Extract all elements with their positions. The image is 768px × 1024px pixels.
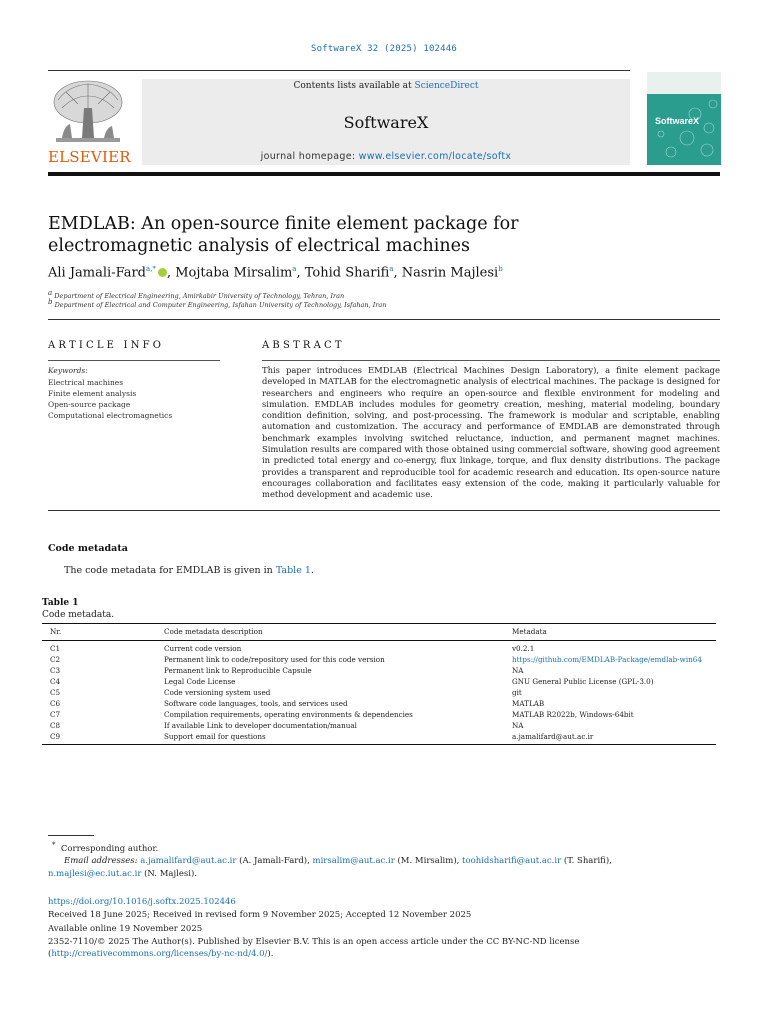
table-row xyxy=(0,721,768,732)
keyword: Computational electromagnetics xyxy=(48,411,173,420)
paper-title: EMDLAB: An open-source finite element package for electromagnetic analysis of electrical machines xyxy=(48,214,519,256)
table-cell-nr: C3 xyxy=(50,666,61,675)
doi-link[interactable]: https://doi.org/10.1016/j.softx.2025.102446 xyxy=(48,897,236,907)
table-cell-nr: C5 xyxy=(50,688,61,697)
table-row xyxy=(0,644,768,655)
footnote xyxy=(48,839,720,880)
license-end: ). xyxy=(267,949,274,959)
table-cell-nr: C4 xyxy=(50,677,61,686)
abstract-heading: ABSTRACT xyxy=(262,340,345,351)
journal-header-box xyxy=(142,79,630,165)
affiliation-mark: b xyxy=(48,298,53,306)
homepage-link[interactable]: www.elsevier.com/locate/softx xyxy=(358,151,512,162)
author-name[interactable]: Nasrin Majlesi xyxy=(401,265,499,281)
cover-title: SoftwareX xyxy=(655,116,700,126)
table-cell-metadata: git xyxy=(512,688,522,697)
keywords-label: Keywords: xyxy=(48,366,88,375)
table-cell-metadata: NA xyxy=(512,666,524,675)
email-owner: (N. Majlesi). xyxy=(141,868,197,879)
author-affiliation-mark[interactable]: a,* xyxy=(146,265,156,273)
email-owner: (T. Sharifi), xyxy=(561,856,612,867)
affiliation-b xyxy=(48,298,386,309)
journal-cover-thumbnail[interactable] xyxy=(647,72,721,165)
author-name[interactable]: Tohid Sharifi xyxy=(304,265,390,281)
table-label: Table 1 xyxy=(42,598,79,608)
keywords-list xyxy=(48,377,172,421)
table-header-metadata: Metadata xyxy=(512,627,547,636)
email-label: Email addresses: xyxy=(64,856,141,867)
author-list: Ali Jamali-Fard$^{a,*}$ , Mojtaba Mirsalim$^a$, Tohid Sharifi$^a$, Nasrin Majlesi$^b$ xyxy=(48,265,503,281)
email-owner: (M. Mirsalim), xyxy=(394,856,463,867)
table-cell-nr: C6 xyxy=(50,699,61,708)
contents-line xyxy=(142,81,630,91)
author-name[interactable]: Ali Jamali-Fard xyxy=(48,265,147,281)
journal-reference[interactable]: SoftwareX 32 (2025) 102446 xyxy=(310,44,458,54)
table-cell-description: Permanent link to code/repository used for this code version xyxy=(164,655,385,664)
abstract-text: This paper introduces EMDLAB (Electrical Machines Design Laboratory), a finite element package developed in MATLAB for the electromagnetic analysis of electrical machines. The package is designed for researchers and engineers who require an open-source and flexible environment for modeling and simulation. EMDLAB includes modules for geometry creation, meshing, material modeling, boundary condition definition, solving, and post-processing. The framework is modular and scriptable, enabling automation and customization. The accuracy and performance of EMDLAB are demonstrated through benchmark examples involving switched reluctance, induction, and permanent magnet machines. Simulation results are compared with those obtained using commercial software, showing good agreement in predicted total energy and co-energy, flux linkage, torque, and flux density distributions. The package provides a transparent and reproducible tool for academic research and education. Its open-source nature encourages collaboration and facilitates easy extension of the code, making it particularly valuable for method development and academic use. xyxy=(262,365,720,500)
table-row xyxy=(0,699,768,710)
article-info-heading: ARTICLE INFO xyxy=(48,340,165,351)
elsevier-tree-icon xyxy=(48,78,128,146)
table-row xyxy=(0,732,768,743)
table-header-nr: Nr. xyxy=(50,627,62,636)
table-cell-description: Software code languages, tools, and services used xyxy=(164,699,348,708)
table-cell-description: Legal Code License xyxy=(164,677,236,686)
table-cell-description: Support email for questions xyxy=(164,732,266,741)
article-info-rule xyxy=(48,360,220,361)
received-dates: Received 18 June 2025; Received in revised form 9 November 2025; Accepted 12 November 2025 xyxy=(48,910,472,920)
abstract-bottom-rule xyxy=(48,510,720,511)
table-cell-description: Permanent link to Reproducible Capsule xyxy=(164,666,312,675)
code-metadata-heading: Code metadata xyxy=(48,543,128,554)
table-cell-nr: C2 xyxy=(50,655,61,664)
keyword: Open-source package xyxy=(48,400,131,409)
journal-name: SoftwareX xyxy=(343,113,429,132)
table-row xyxy=(0,688,768,699)
cover-pattern-icon xyxy=(647,94,721,165)
elsevier-logo[interactable] xyxy=(48,78,131,166)
available-online: Available online 19 November 2025 xyxy=(48,924,203,934)
table-cell-metadata: GNU General Public License (GPL-3.0) xyxy=(512,677,654,686)
elsevier-wordmark: ELSEVIER xyxy=(48,148,131,166)
footnote-star: * xyxy=(52,841,56,849)
table-cell-metadata: v0.2.1 xyxy=(512,644,535,653)
affiliation-rule xyxy=(48,319,720,320)
corresponding-line xyxy=(48,839,720,855)
keyword: Finite element analysis xyxy=(48,389,137,398)
table-cell-metadata: MATLAB R2022b, Windows-64bit xyxy=(512,710,634,719)
sentence-text: The code metadata for EMDLAB is given in xyxy=(64,565,276,576)
author-affiliation-mark[interactable]: a xyxy=(292,265,297,273)
author-affiliation-mark[interactable]: b xyxy=(498,265,503,273)
table-row xyxy=(0,710,768,721)
table-row xyxy=(0,655,768,666)
table-cell-metadata: a.jamalifard@aut.ac.ir xyxy=(512,732,594,741)
table-cell-description: Compilation requirements, operating environments & dependencies xyxy=(164,710,413,719)
keyword: Electrical machines xyxy=(48,378,124,387)
table-row xyxy=(0,677,768,688)
table-cell-nr: C9 xyxy=(50,732,61,741)
affiliation-text: Department of Electrical Engineering, Amirkabir University of Technology, Tehran, Iran xyxy=(54,292,345,301)
table-cell-description: Current code version xyxy=(164,644,242,653)
table-cell-nr: C8 xyxy=(50,721,61,730)
table-cell-metadata: MATLAB xyxy=(512,699,545,708)
table-cell-metadata: NA xyxy=(512,721,524,730)
homepage-prefix: journal homepage: xyxy=(260,151,359,162)
table-cell-nr: C7 xyxy=(50,710,61,719)
table-cell-description: If available Link to developer documentation/manual xyxy=(164,721,357,730)
corresponding-text: Corresponding author. xyxy=(60,843,159,854)
code-metadata-sentence xyxy=(64,565,314,576)
table-header-description: Code metadata description xyxy=(164,627,263,636)
cover-header-band xyxy=(647,72,721,94)
email-line-2 xyxy=(48,868,720,881)
table-1-link[interactable]: Table 1 xyxy=(275,565,311,576)
email-link[interactable]: a.jamalifard@aut.ac.ir xyxy=(140,856,237,867)
affiliation-mark: a xyxy=(48,289,53,297)
author-name[interactable]: Mojtaba Mirsalim xyxy=(175,265,293,281)
table-row xyxy=(0,666,768,677)
table-body xyxy=(0,644,768,744)
email-link[interactable]: mirsalim@aut.ac.ir xyxy=(312,856,395,867)
license-text: 2352-7110/© 2025 The Author(s). Published by Elsevier B.V. This is an open access article under the CC BY-NC-ND license ( xyxy=(48,937,580,959)
affiliation-text: Department of Electrical and Computer Engineering, Isfahan University of Technology, Isfahan, Iran xyxy=(54,301,387,310)
email-link[interactable]: toohidsharifi@aut.ac.ir xyxy=(462,856,562,867)
table-bottom-rule xyxy=(42,744,716,745)
table-cell-description: Code versioning system used xyxy=(164,688,271,697)
email-line xyxy=(48,855,720,868)
table-cell-nr: C1 xyxy=(50,644,61,653)
contents-prefix: Contents lists available at xyxy=(293,81,415,91)
table-header-rule xyxy=(42,640,716,641)
sciencedirect-link[interactable]: ScienceDirect xyxy=(414,81,479,91)
header-bottom-rule xyxy=(48,172,720,176)
author-affiliation-mark[interactable]: a xyxy=(389,265,394,273)
table-caption: Code metadata. xyxy=(42,610,115,620)
footnote-rule xyxy=(48,835,94,836)
email-link[interactable]: n.majlesi@ec.iut.ac.ir xyxy=(48,868,142,879)
sentence-end: . xyxy=(310,565,314,576)
homepage-line xyxy=(142,151,630,162)
email-owner: (A. Jamali-Fard), xyxy=(236,856,313,867)
orcid-icon[interactable] xyxy=(158,268,167,277)
abstract-rule xyxy=(262,360,720,361)
license-statement xyxy=(48,936,720,960)
header-top-rule xyxy=(48,70,630,71)
table-cell-metadata[interactable]: https://github.com/EMDLAB-Package/emdlab-win64 xyxy=(512,655,702,664)
license-link[interactable]: http://creativecommons.org/licenses/by-nc-nd/4.0/ xyxy=(51,949,268,959)
table-top-rule xyxy=(42,623,716,624)
